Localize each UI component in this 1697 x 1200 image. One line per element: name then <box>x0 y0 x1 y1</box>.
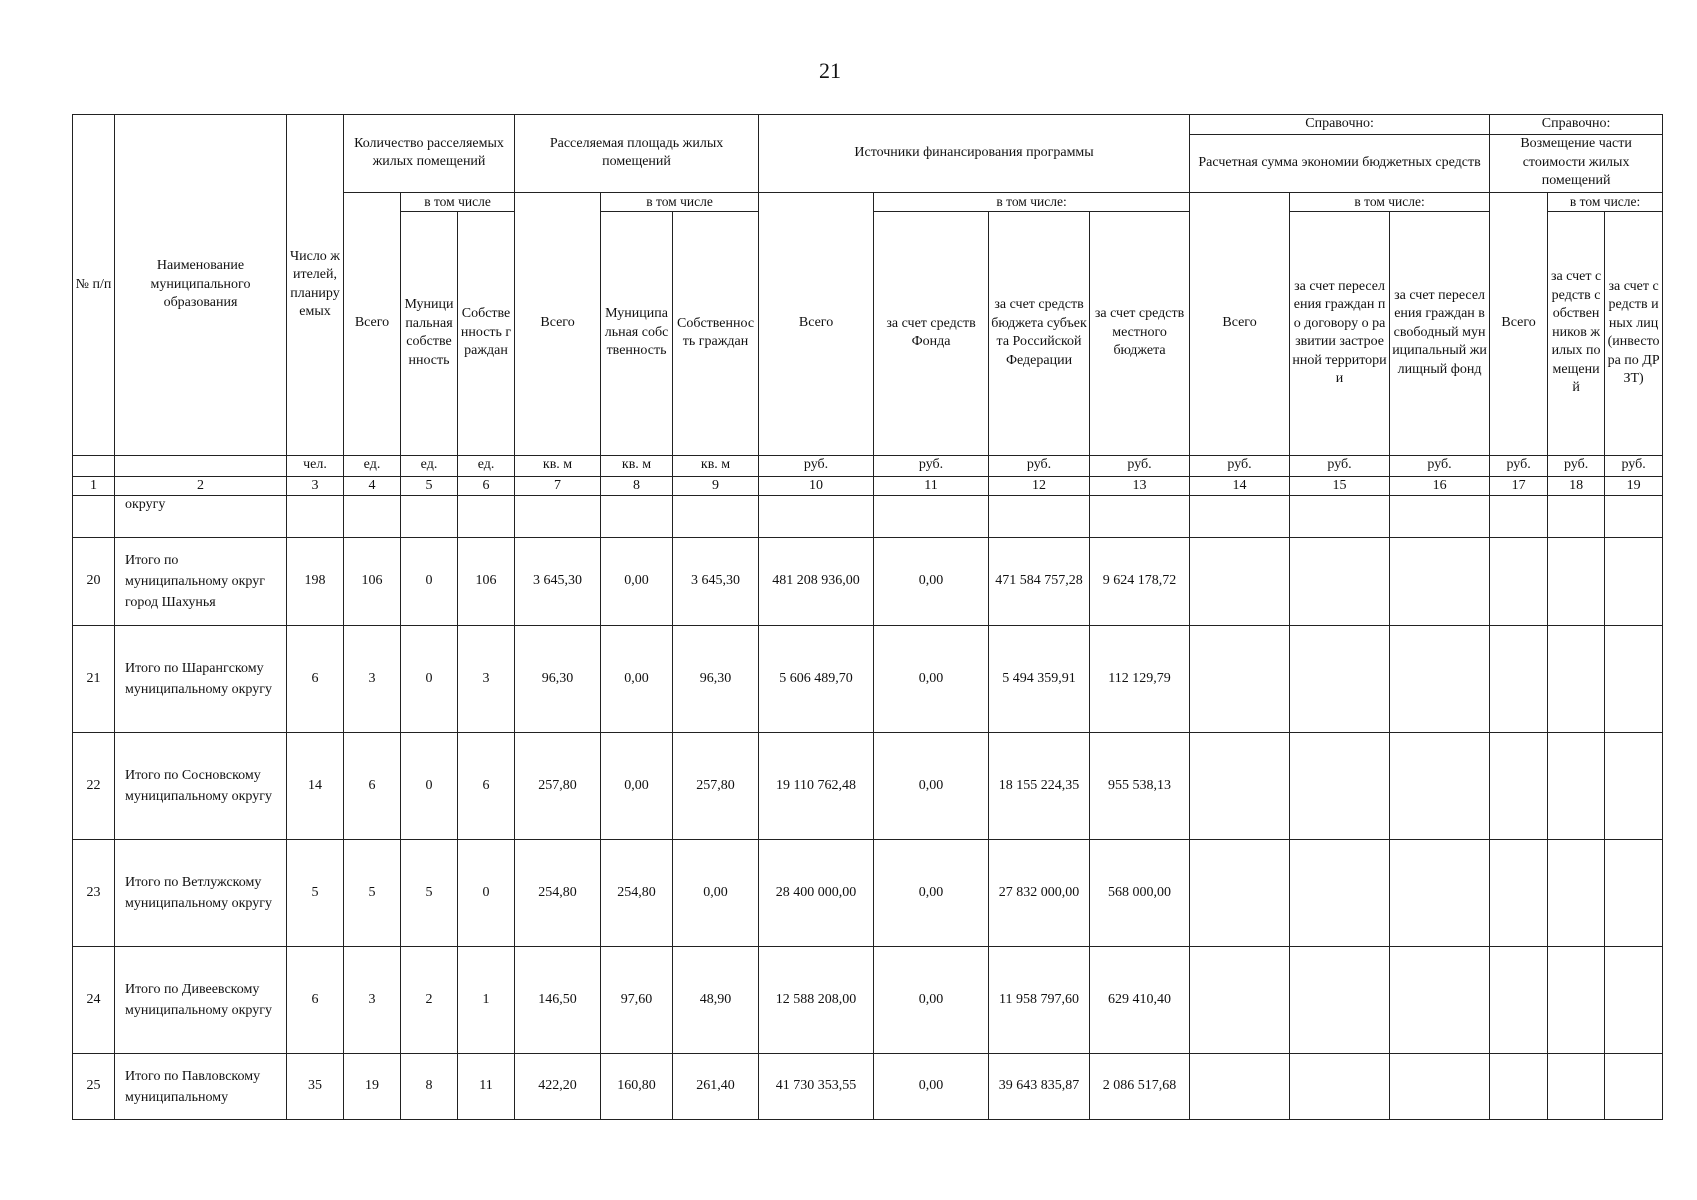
cell-municipal-area: 0,00 <box>601 538 673 626</box>
cell-private-area: 261,40 <box>673 1054 759 1120</box>
cell-private-area: 3 645,30 <box>673 538 759 626</box>
empty-cell <box>1605 840 1663 947</box>
cell-fin-total: 19 110 762,48 <box>759 733 874 840</box>
unit-cell: руб. <box>1090 455 1190 476</box>
cell-private-units: 1 <box>458 947 515 1054</box>
header-compensation-group: Возмещение части стоимости жилых помещений <box>1490 134 1663 192</box>
empty-cell <box>1290 733 1390 840</box>
unit-cell: руб. <box>989 455 1090 476</box>
unit-cell: ед. <box>458 455 515 476</box>
empty-cell <box>1605 947 1663 1054</box>
empty-cell <box>1290 626 1390 733</box>
empty-cell <box>1190 626 1290 733</box>
column-number: 2 <box>115 476 287 496</box>
cell-residents: 198 <box>287 538 344 626</box>
empty-cell <box>1190 733 1290 840</box>
header-private-units: Собственность граждан <box>458 211 515 455</box>
cell-n: 23 <box>73 840 115 947</box>
header-area-total: Всего <box>515 192 601 455</box>
header-qty-group: Количество расселяемых жилых помещений <box>344 115 515 193</box>
header-economy-group: Расчетная сумма экономии бюджетных средств <box>1190 134 1490 192</box>
cell-total-units: 19 <box>344 1054 401 1120</box>
unit-cell: руб. <box>1290 455 1390 476</box>
header-area-group: Расселяемая площадь жилых помещений <box>515 115 759 193</box>
cell-name: Итого по Шарангскому муниципальному округу <box>115 626 287 733</box>
cell-municipal-area: 97,60 <box>601 947 673 1054</box>
column-number: 11 <box>874 476 989 496</box>
empty-cell <box>1490 626 1548 733</box>
cell-region: 39 643 835,87 <box>989 1054 1090 1120</box>
column-number: 7 <box>515 476 601 496</box>
table-row <box>73 840 1663 947</box>
unit-cell: ед. <box>401 455 458 476</box>
empty-cell <box>1605 626 1663 733</box>
header-region: за счет средств бюджета субъекта Российской Федерации <box>989 211 1090 455</box>
cell-fund: 0,00 <box>874 626 989 733</box>
cell-municipal-units: 8 <box>401 1054 458 1120</box>
table-row <box>73 1054 1663 1120</box>
column-number: 13 <box>1090 476 1190 496</box>
unit-cell: кв. м <box>601 455 673 476</box>
header-comp-incl: в том числе: <box>1548 192 1663 211</box>
column-number: 9 <box>673 476 759 496</box>
column-number: 12 <box>989 476 1090 496</box>
unit-cell: ед. <box>344 455 401 476</box>
header-qty-total: Всего <box>344 192 401 455</box>
column-number: 17 <box>1490 476 1548 496</box>
cell-total-area: 146,50 <box>515 947 601 1054</box>
empty-cell <box>1390 1054 1490 1120</box>
header-comp-other: за счет средств иных лиц (инвестора по ДРЗТ) <box>1605 211 1663 455</box>
cell-private-units: 11 <box>458 1054 515 1120</box>
cell-local: 112 129,79 <box>1090 626 1190 733</box>
empty-cell <box>1548 538 1605 626</box>
empty-cell <box>1290 538 1390 626</box>
header-fin-total: Всего <box>759 192 874 455</box>
column-number: 15 <box>1290 476 1390 496</box>
cell-private-units: 0 <box>458 840 515 947</box>
table-row <box>73 626 1663 733</box>
empty-cell <box>1290 1054 1390 1120</box>
cell-private-units: 6 <box>458 733 515 840</box>
unit-cell: руб. <box>874 455 989 476</box>
resettlement-table <box>72 114 1663 1120</box>
empty-cell <box>1490 538 1548 626</box>
header-name: Наименование муниципального образования <box>115 115 287 456</box>
page-number: 21 <box>819 58 841 83</box>
empty-cell <box>1548 947 1605 1054</box>
empty-cell <box>1390 733 1490 840</box>
cell-n: 24 <box>73 947 115 1054</box>
cell-name: Итого по Дивеевскому муниципальному округу <box>115 947 287 1054</box>
cell-residents: 6 <box>287 947 344 1054</box>
cell-fund: 0,00 <box>874 840 989 947</box>
cell-local: 2 086 517,68 <box>1090 1054 1190 1120</box>
header-local: за счет средств местного бюджета <box>1090 211 1190 455</box>
cell-private-units: 3 <box>458 626 515 733</box>
column-number: 5 <box>401 476 458 496</box>
header-econ-development: за счет переселения граждан по договору о развитии застроенной территории <box>1290 211 1390 455</box>
empty-cell <box>1490 947 1548 1054</box>
empty-cell <box>1548 1054 1605 1120</box>
unit-cell: руб. <box>1548 455 1605 476</box>
header-fund: за счет средств Фонда <box>874 211 989 455</box>
unit-cell: руб. <box>759 455 874 476</box>
header-residents: Число жителей, планируемых <box>287 115 344 456</box>
empty-cell <box>1290 840 1390 947</box>
cell-fin-total: 5 606 489,70 <box>759 626 874 733</box>
column-number: 8 <box>601 476 673 496</box>
header-comp-owners: за счет средств собственников жилых помещений <box>1548 211 1605 455</box>
unit-cell: кв. м <box>673 455 759 476</box>
cell-total-units: 3 <box>344 626 401 733</box>
header-econ-incl: в том числе: <box>1290 192 1490 211</box>
cell-total-area: 96,30 <box>515 626 601 733</box>
cell-municipal-units: 0 <box>401 733 458 840</box>
table-row <box>73 538 1663 626</box>
cell-fund: 0,00 <box>874 1054 989 1120</box>
empty-cell <box>1390 947 1490 1054</box>
cell-fin-total: 481 208 936,00 <box>759 538 874 626</box>
cell-total-units: 3 <box>344 947 401 1054</box>
cell-n: 21 <box>73 626 115 733</box>
cell-total-area: 422,20 <box>515 1054 601 1120</box>
empty-cell <box>1490 733 1548 840</box>
column-number: 6 <box>458 476 515 496</box>
cell-region: 11 958 797,60 <box>989 947 1090 1054</box>
cell-private-units: 106 <box>458 538 515 626</box>
unit-cell: руб. <box>1190 455 1290 476</box>
cell-name: Итого по Ветлужскому муниципальному округу <box>115 840 287 947</box>
continuation-row <box>73 496 1663 538</box>
cell-total-area: 254,80 <box>515 840 601 947</box>
column-number: 4 <box>344 476 401 496</box>
cell-region: 27 832 000,00 <box>989 840 1090 947</box>
header-private-area: Собственность граждан <box>673 211 759 455</box>
cell-total-area: 3 645,30 <box>515 538 601 626</box>
cell-n: 22 <box>73 733 115 840</box>
cell-fund: 0,00 <box>874 947 989 1054</box>
header-comp-total: Всего <box>1490 192 1548 455</box>
unit-cell: руб. <box>1490 455 1548 476</box>
cell-municipal-area: 0,00 <box>601 733 673 840</box>
cell-total-units: 5 <box>344 840 401 947</box>
cell-local: 629 410,40 <box>1090 947 1190 1054</box>
cell-residents: 35 <box>287 1054 344 1120</box>
column-number: 10 <box>759 476 874 496</box>
cell-region: 18 155 224,35 <box>989 733 1090 840</box>
cell-region: 5 494 359,91 <box>989 626 1090 733</box>
cell-municipal-units: 2 <box>401 947 458 1054</box>
header-municipal-units: Муниципальная собственность <box>401 211 458 455</box>
cell-local: 9 624 178,72 <box>1090 538 1190 626</box>
cell-total-units: 6 <box>344 733 401 840</box>
cell-fund: 0,00 <box>874 538 989 626</box>
table-row <box>73 733 1663 840</box>
table-header <box>73 115 1663 496</box>
column-number: 19 <box>1605 476 1663 496</box>
column-number: 18 <box>1548 476 1605 496</box>
column-numbers-row <box>73 476 1663 496</box>
cell-residents: 5 <box>287 840 344 947</box>
header-reference-1: Справочно: <box>1190 115 1490 135</box>
table-body <box>73 496 1663 1120</box>
cell-municipal-units: 5 <box>401 840 458 947</box>
column-number: 14 <box>1190 476 1290 496</box>
unit-cell: чел. <box>287 455 344 476</box>
cell-municipal-area: 160,80 <box>601 1054 673 1120</box>
header-econ-free-fund: за счет переселения граждан в свободный муниципальный жилищный фонд <box>1390 211 1490 455</box>
cell-residents: 14 <box>287 733 344 840</box>
header-area-incl: в том числе <box>601 192 759 211</box>
cell-fin-total: 12 588 208,00 <box>759 947 874 1054</box>
empty-cell <box>1190 947 1290 1054</box>
unit-cell: руб. <box>1390 455 1490 476</box>
empty-cell <box>1390 538 1490 626</box>
empty-cell <box>1548 626 1605 733</box>
empty-cell <box>1548 840 1605 947</box>
cell-region: 471 584 757,28 <box>989 538 1090 626</box>
column-number: 3 <box>287 476 344 496</box>
cell-private-area: 96,30 <box>673 626 759 733</box>
empty-cell <box>1548 733 1605 840</box>
cell-total-units: 106 <box>344 538 401 626</box>
cell-fund: 0,00 <box>874 733 989 840</box>
empty-cell <box>1490 840 1548 947</box>
cell-name: Итого по муниципальному округ город Шахунья <box>115 538 287 626</box>
unit-cell: кв. м <box>515 455 601 476</box>
cell-municipal-area: 254,80 <box>601 840 673 947</box>
empty-cell <box>1190 1054 1290 1120</box>
header-fin-incl: в том числе: <box>874 192 1190 211</box>
cell-fin-total: 28 400 000,00 <box>759 840 874 947</box>
cell-name: Итого по Сосновскому муниципальному округу <box>115 733 287 840</box>
header-num: № п/п <box>73 115 115 456</box>
cell-n: 20 <box>73 538 115 626</box>
empty-cell <box>1605 733 1663 840</box>
empty-cell <box>1290 947 1390 1054</box>
cell-total-area: 257,80 <box>515 733 601 840</box>
cell-local: 568 000,00 <box>1090 840 1190 947</box>
header-reference-2: Справочно: <box>1490 115 1663 135</box>
header-qty-incl: в том числе <box>401 192 515 211</box>
empty-cell <box>1605 538 1663 626</box>
empty-cell <box>1190 538 1290 626</box>
header-econ-total: Всего <box>1190 192 1290 455</box>
empty-cell <box>1605 1054 1663 1120</box>
empty-cell <box>1390 626 1490 733</box>
cell-residents: 6 <box>287 626 344 733</box>
column-number: 16 <box>1390 476 1490 496</box>
empty-cell <box>1190 840 1290 947</box>
table-row <box>73 947 1663 1054</box>
empty-cell <box>1490 1054 1548 1120</box>
column-number: 1 <box>73 476 115 496</box>
units-row <box>73 455 1663 476</box>
cell-municipal-area: 0,00 <box>601 626 673 733</box>
cell-private-area: 257,80 <box>673 733 759 840</box>
cell-private-area: 48,90 <box>673 947 759 1054</box>
cell-n: 25 <box>73 1054 115 1120</box>
empty-cell <box>1390 840 1490 947</box>
cell-municipal-units: 0 <box>401 626 458 733</box>
unit-cell: руб. <box>1605 455 1663 476</box>
cell-fin-total: 41 730 353,55 <box>759 1054 874 1120</box>
cell-private-area: 0,00 <box>673 840 759 947</box>
cell-municipal-units: 0 <box>401 538 458 626</box>
header-financing-group: Источники финансирования программы <box>759 115 1190 193</box>
cell-name: Итого по Павловскому муниципальному <box>115 1054 287 1120</box>
row-name: округу <box>115 496 287 538</box>
cell-local: 955 538,13 <box>1090 733 1190 840</box>
header-municipal-area: Муниципальная собственность <box>601 211 673 455</box>
